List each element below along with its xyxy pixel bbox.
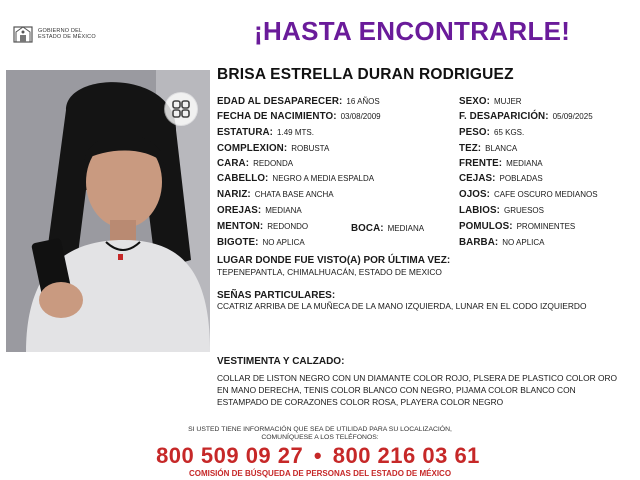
phone-numbers xyxy=(108,443,528,469)
clothing-title: VESTIMENTA Y CALZADO: xyxy=(217,356,345,367)
field-nose: NARIZ: CHATA BASE ANCHA xyxy=(217,189,334,200)
field-disappearance-date: F. DESAPARICIÓN: 05/09/2025 xyxy=(459,111,593,122)
last-seen-value: TEPENEPANTLA, CHIMALHUACÁN, ESTADO DE MEXICO xyxy=(217,267,442,277)
field-mouth: BOCA: MEDIANA xyxy=(351,223,425,234)
government-logo xyxy=(12,22,122,46)
field-sex: SEXO: MUJER xyxy=(459,96,522,107)
headline: ¡HASTA ENCONTRARLE! xyxy=(254,16,571,46)
logo-line-2: ESTADO DE MÉXICO xyxy=(38,34,96,40)
last-seen-title: LUGAR DONDE FUE VISTO(A) POR ÚLTIMA VEZ: xyxy=(217,255,451,266)
field-hair: CABELLO: NEGRO A MEDIA ESPALDA xyxy=(217,173,375,184)
person-photo xyxy=(6,70,210,352)
field-age: EDAD AL DESAPARECER: 16 AÑOS xyxy=(217,96,380,107)
field-forehead: FRENTE: MEDIANA xyxy=(459,158,543,169)
person-name: BRISA ESTRELLA DURAN RODRIGUEZ xyxy=(217,66,514,83)
field-weight: PESO: 65 KGS. xyxy=(459,127,525,138)
field-eyebrows: CEJAS: POBLADAS xyxy=(459,173,543,184)
field-birthdate: FECHA DE NACIMIENTO: 03/08/2009 xyxy=(217,111,381,122)
commission-name: COMISIÓN DE BÚSQUEDA DE PERSONAS DEL ESTADO DE MÉXICO xyxy=(188,469,452,478)
field-cheekbones: POMULOS: PROMINENTES xyxy=(459,221,576,232)
clothing-value: COLLAR DE LISTON NEGRO CON UN DIAMANTE COLOR ROJO, PLSERA DE PLASTICO COLOR ORO EN MANO DERECHA, TENIS COLOR BLANCO CON NEGRO, PIJAMA COLOR BLANCO CON ESTAMPADO DE CORAZONES COLOR ROSA, PLAYERA COLOR NEGRO xyxy=(217,373,618,407)
phone-separator: • xyxy=(313,443,323,468)
field-lips: LABIOS: GRUESOS xyxy=(459,205,544,216)
contact-note-line-1: SI USTED TIENE INFORMACIÓN QUE SEA DE UTILIDAD PARA SU LOCALIZACIÓN, xyxy=(188,426,452,433)
field-ears: OREJAS: MEDIANA xyxy=(217,205,302,216)
field-complexion: COMPLEXION: ROBUSTA xyxy=(217,143,330,154)
logo-line-1: GOBIERNO DEL xyxy=(38,27,83,34)
field-mustache: BIGOTE: NO APLICA xyxy=(217,237,305,248)
gallery-icon xyxy=(164,92,198,126)
field-chin: MENTON: REDONDO xyxy=(217,221,309,232)
marks-value: CCATRIZ ARRIBA DE LA MUÑECA DE LA MANO IZQUIERDA, LUNAR EN EL CODO IZQUIERDO xyxy=(217,301,587,311)
field-face: CARA: REDONDA xyxy=(217,158,294,169)
phone-1[interactable]: 800 509 09 27 xyxy=(156,443,304,468)
phone-2[interactable]: 800 216 03 61 xyxy=(332,443,480,468)
field-beard: BARBA: NO APLICA xyxy=(459,237,545,248)
field-height: ESTATURA: 1.49 MTS. xyxy=(217,127,314,138)
field-skin: TEZ: BLANCA xyxy=(459,143,518,154)
contact-note xyxy=(120,426,520,442)
field-eyes: OJOS: CAFE OSCURO MEDIANOS xyxy=(459,189,598,200)
contact-note-line-2: COMUNÍQUESE A LOS TELÉFONOS: xyxy=(261,434,379,441)
state-seal-icon xyxy=(12,23,34,45)
marks-title: SEÑAS PARTICULARES: xyxy=(217,290,336,301)
